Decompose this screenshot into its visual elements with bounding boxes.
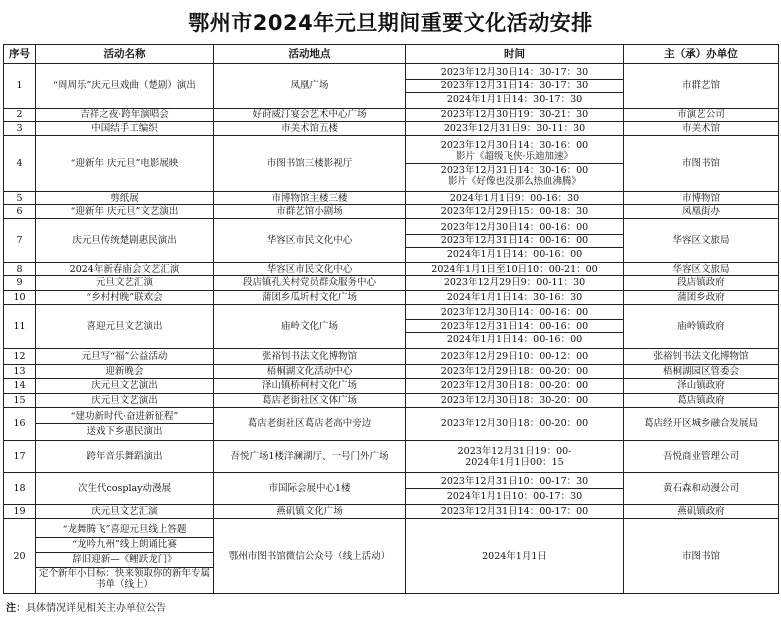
- time-slot: 2023年12月31日14：00-16：00: [406, 234, 623, 247]
- activity-place: 凤凰广场: [214, 64, 406, 109]
- row-number: 3: [4, 122, 36, 136]
- table-row: [4, 290, 779, 304]
- activity-time: 2023年12月29日18：00-20：00: [406, 365, 624, 379]
- table-row: [4, 136, 779, 192]
- time-slot: 2023年12月31日10：00-17：30: [440, 476, 589, 488]
- activity-place: 吾悦广场1楼洋澜湖厅、一号门外广场: [214, 440, 406, 473]
- activity-time: [406, 219, 624, 263]
- activity-name: 剪纸展: [36, 192, 214, 205]
- activity-name: [36, 519, 214, 594]
- activity-place: 华容区市民文化中心: [214, 219, 406, 263]
- time-slot-line: 影片《好像也没那么热血沸腾》: [447, 176, 581, 188]
- row-number: 8: [4, 263, 36, 276]
- organizer: 市图书馆: [624, 519, 779, 594]
- activity-time: 2023年12月30日18：30-20：00: [406, 393, 624, 407]
- activity-place: 泽山镇桥柯村文化广场: [214, 379, 406, 393]
- activity-time: 2023年12月31日14：00-17：00: [406, 505, 624, 519]
- organizer: 泽山镇政府: [624, 379, 779, 393]
- activity-name: “乡村村晚”联欢会: [36, 290, 214, 304]
- row-number: 16: [4, 407, 36, 440]
- organizer: 华容区文旅局: [624, 219, 779, 263]
- activity-name: 庆元旦传统楚剧惠民演出: [36, 219, 214, 263]
- row-number: 19: [4, 505, 36, 519]
- organizer: 凤凰街办: [624, 205, 779, 219]
- table-row: [4, 122, 779, 136]
- time-slot-line: 2023年12月31日14：30-16：00: [440, 165, 589, 177]
- table-row: [4, 108, 779, 121]
- activity-name: “迎新年 庆元旦”文艺演出: [36, 205, 214, 219]
- activity-name: 次生代cosplay动漫展: [36, 473, 214, 505]
- organizer: 燕矶镇政府: [624, 505, 779, 519]
- activity-name-line: 辞旧迎新—《鲤跃龙门》: [36, 552, 213, 567]
- time-slot: [406, 442, 623, 471]
- header-no: 序号: [4, 45, 36, 64]
- activity-name-line: “建功新时代·奋进新征程”: [70, 410, 179, 422]
- activity-name-line: “龙吟九州”线上朗诵比赛: [36, 537, 213, 552]
- table-row: [4, 407, 779, 440]
- schedule-table: [3, 44, 779, 594]
- table-row: [4, 304, 779, 348]
- row-number: 18: [4, 473, 36, 505]
- activity-name: 吉祥之夜·跨年演唱会: [36, 108, 214, 121]
- table-row: [4, 379, 779, 393]
- activity-place: 鄂州市图书馆微信公众号（线上活动）: [214, 519, 406, 594]
- row-number: 5: [4, 192, 36, 205]
- footnote-text: ：具体情况详见相关主办单位公告: [16, 603, 166, 614]
- table-row: [4, 263, 779, 276]
- organizer: 市美术馆: [624, 122, 779, 136]
- table-row: [4, 192, 779, 205]
- activity-name: 迎新晚会: [36, 365, 214, 379]
- activity-place: 市群艺馆小剧场: [214, 205, 406, 219]
- table-row: [4, 276, 779, 290]
- activity-name: “迎新年 庆元旦”电影展映: [36, 136, 214, 192]
- table-row: [4, 505, 779, 519]
- table-row: [4, 219, 779, 263]
- time-slot: 2024年1月1日14：00-16：00: [406, 332, 623, 345]
- organizer: 葛店镇政府: [624, 393, 779, 407]
- activity-name-line: 定个新年小目标：快来领取你的新年专属书单（线上）: [36, 567, 213, 590]
- activity-time: [406, 440, 624, 473]
- time-slot-line: 2024年1月1日00：15: [465, 456, 564, 468]
- activity-place: 市图书馆三楼影视厅: [214, 136, 406, 192]
- time-slot: 2023年12月30日14：00-16：00: [440, 222, 589, 233]
- activity-time: 2023年12月29日15：00-18：30: [406, 205, 624, 219]
- table-row: [4, 348, 779, 364]
- table-row: [4, 393, 779, 407]
- time-slot: 2023年12月30日14：30-17：30: [440, 66, 589, 78]
- organizer: 市演艺公司: [624, 108, 779, 121]
- header-place: 活动地点: [214, 45, 406, 64]
- table-row: [4, 519, 779, 594]
- table-row: [4, 205, 779, 219]
- activity-name: 元旦文艺汇演: [36, 276, 214, 290]
- activity-time: 2024年1月1日14：30-16：30: [406, 290, 624, 304]
- activity-place: 华容区市民文化中心: [214, 263, 406, 276]
- table-header-row: [4, 45, 779, 64]
- organizer: 庙岭镇政府: [624, 304, 779, 348]
- row-number: 10: [4, 290, 36, 304]
- organizer: 市群艺馆: [624, 64, 779, 109]
- table-row: [4, 440, 779, 473]
- activity-name-line: 送戏下乡惠民演出: [36, 423, 213, 438]
- activity-time: 2023年12月29日10：00-12：00: [406, 348, 624, 364]
- activity-place: 好莳威汀宴会艺术中心广场: [214, 108, 406, 121]
- row-number: 17: [4, 440, 36, 473]
- activity-place: 蒲团乡瓜圻村文化广场: [214, 290, 406, 304]
- table-row: [4, 64, 779, 109]
- time-slot-line: 2023年12月30日14：30-16：00: [440, 139, 589, 151]
- time-slot: 2024年1月1日14：00-16：00: [406, 247, 623, 260]
- activity-name: 中国结手工编织: [36, 122, 214, 136]
- row-number: 20: [4, 519, 36, 594]
- activity-name: 庆元旦文艺演出: [36, 379, 214, 393]
- activity-place: 市国际会展中心1楼: [214, 473, 406, 505]
- time-slot: 2023年12月30日14：00-16：00: [440, 307, 589, 319]
- organizer: 市博物馆: [624, 192, 779, 205]
- activity-name: 庆元旦文艺演出: [36, 393, 214, 407]
- footnote: [6, 599, 166, 614]
- activity-time: 2023年12月31日9：30-11：30: [406, 122, 624, 136]
- row-number: 9: [4, 276, 36, 290]
- row-number: 12: [4, 348, 36, 364]
- activity-name: [36, 407, 214, 440]
- row-number: 2: [4, 108, 36, 121]
- organizer: 市图书馆: [624, 136, 779, 192]
- row-number: 4: [4, 136, 36, 192]
- activity-time: 2023年12月30日18：00-20：00: [406, 407, 624, 440]
- organizer: 黄石森和动漫公司: [624, 473, 779, 505]
- organizer: 梧桐湖园区管委会: [624, 365, 779, 379]
- activity-name-line: “龙舞腾飞”喜迎元旦线上答题: [62, 524, 187, 536]
- organizer: 张裕钊书法文化博物馆: [624, 348, 779, 364]
- activity-name: 2024年新春庙会文艺汇演: [36, 263, 214, 276]
- activity-time: [406, 473, 624, 505]
- table-body: [4, 64, 779, 594]
- header-org: 主（承）办单位: [624, 45, 779, 64]
- organizer: 段店镇政府: [624, 276, 779, 290]
- organizer: 吾悦商业管理公司: [624, 440, 779, 473]
- row-number: 14: [4, 379, 36, 393]
- row-number: 15: [4, 393, 36, 407]
- activity-time: 2023年12月29日9：00-11：30: [406, 276, 624, 290]
- time-slot: 2024年1月1日10：00-17：30: [406, 488, 623, 503]
- row-number: 6: [4, 205, 36, 219]
- activity-time: 2024年1月1日至10日10：00-21：00: [406, 263, 624, 276]
- activity-name: 跨年音乐舞蹈演出: [36, 440, 214, 473]
- page-title: 鄂州市2024年元旦期间重要文化活动安排: [188, 11, 593, 35]
- time-slot: 2023年12月31日14：30-17：30: [406, 79, 623, 93]
- activity-time: 2024年1月1日: [406, 519, 624, 594]
- time-slot-line: 2023年12月31日19：00-: [457, 445, 572, 457]
- header-name: 活动名称: [36, 45, 214, 64]
- activity-place: 市美术馆五楼: [214, 122, 406, 136]
- activity-time: [406, 64, 624, 109]
- organizer: 葛店经开区城乡融合发展局: [624, 407, 779, 440]
- activity-time: [406, 304, 624, 348]
- activity-place: 葛店老街社区文体广场: [214, 393, 406, 407]
- activity-time: 2023年12月30日18：00-20：00: [406, 379, 624, 393]
- row-number: 7: [4, 219, 36, 263]
- row-number: 11: [4, 304, 36, 348]
- activity-time: 2024年1月1日9：00-16：30: [406, 192, 624, 205]
- row-number: 1: [4, 64, 36, 109]
- time-slot: 2024年1月1日14：30-17：30: [406, 92, 623, 106]
- time-slot: [406, 139, 623, 164]
- time-slot: 2023年12月31日14：00-16：00: [406, 319, 623, 332]
- table-row: [4, 365, 779, 379]
- activity-place: 梧桐湖文化活动中心: [214, 365, 406, 379]
- activity-time: 2023年12月30日19：30-21：30: [406, 108, 624, 121]
- activity-name: 元旦写“福”公益活动: [36, 348, 214, 364]
- table-row: [4, 473, 779, 505]
- activity-place: 庙岭文化广场: [214, 304, 406, 348]
- footnote-label: 注: [6, 603, 16, 614]
- activity-place: 段店镇孔关村党员群众服务中心: [214, 276, 406, 290]
- header-time: 时间: [406, 45, 624, 64]
- activity-place: 燕矶镇文化广场: [214, 505, 406, 519]
- activity-time: [406, 136, 624, 192]
- activity-place: 葛店老街社区葛店老高中旁边: [214, 407, 406, 440]
- activity-place: 张裕钊书法文化博物馆: [214, 348, 406, 364]
- organizer: 蒲团乡政府: [624, 290, 779, 304]
- activity-name: 喜迎元旦文艺演出: [36, 304, 214, 348]
- activity-name: “周周乐”庆元旦戏曲（楚剧）演出: [36, 64, 214, 109]
- time-slot: [406, 163, 623, 189]
- time-slot-line: 影片《超级飞侠·乐迪加速》: [455, 150, 574, 162]
- activity-name: 庆元旦文艺汇演: [36, 505, 214, 519]
- row-number: 13: [4, 365, 36, 379]
- organizer: 华容区文旅局: [624, 263, 779, 276]
- activity-place: 市博物馆主楼三楼: [214, 192, 406, 205]
